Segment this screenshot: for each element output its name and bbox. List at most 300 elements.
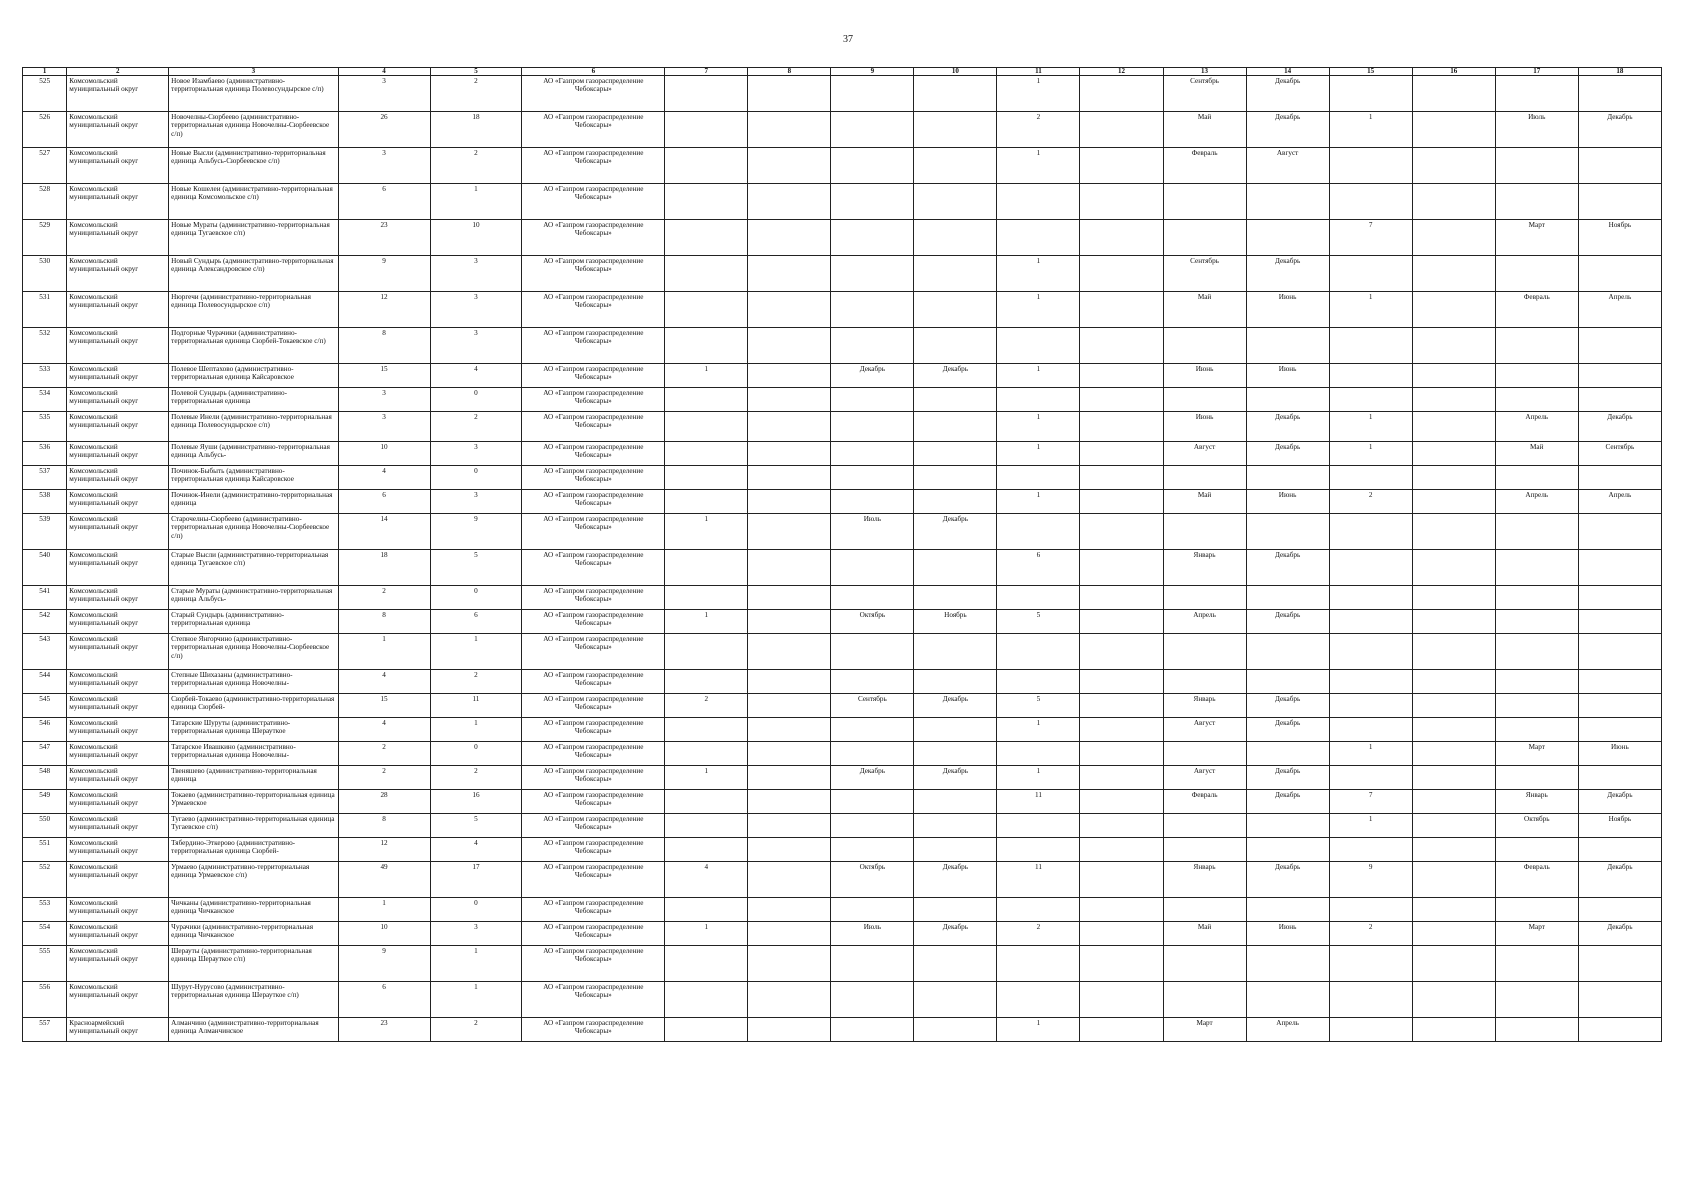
table-cell: Новые Мураты (административно-территориальная единица Тугаевское с/п) [169,220,338,256]
table-cell: 536 [23,442,67,466]
table-cell: 526 [23,112,67,148]
column-header: 9 [831,68,914,76]
table-cell: 3 [430,292,522,328]
table-cell [914,634,997,670]
table-cell: 2 [997,922,1080,946]
table-cell: Декабрь [1246,766,1329,790]
table-cell: Токаево (административно-территориальная единица Урмаевское [169,790,338,814]
table-cell: Комсомольский муниципальный округ [67,790,169,814]
table-cell [914,742,997,766]
table-cell [831,634,914,670]
table-cell: Июль [1495,112,1578,148]
table-cell [1246,466,1329,490]
table-cell [1080,490,1163,514]
table-cell [748,442,831,466]
table-cell [665,292,748,328]
table-cell [831,718,914,742]
table-cell: Комсомольский муниципальный округ [67,550,169,586]
table-cell [1495,256,1578,292]
table-cell: АО «Газпром газораспределение Чебоксары» [522,184,665,220]
table-cell [1495,718,1578,742]
column-header: 2 [67,68,169,76]
table-cell: 4 [338,466,430,490]
table-cell [831,184,914,220]
table-cell: Декабрь [914,694,997,718]
table-cell [1412,388,1495,412]
table-cell: 1 [1329,814,1412,838]
table-cell [748,388,831,412]
column-header: 13 [1163,68,1246,76]
table-cell: 2 [997,112,1080,148]
table-cell: 552 [23,862,67,898]
table-row [23,442,1662,466]
table-cell [1080,766,1163,790]
table-cell: 1 [665,922,748,946]
table-cell [831,982,914,1018]
table-cell [1080,466,1163,490]
table-cell: 1 [430,718,522,742]
table-cell: 542 [23,610,67,634]
table-cell [1163,946,1246,982]
table-cell [1578,388,1661,412]
table-cell [1080,586,1163,610]
table-cell [1412,514,1495,550]
table-cell: Февраль [1495,862,1578,898]
table-cell [1578,256,1661,292]
table-cell [1412,634,1495,670]
table-cell [831,838,914,862]
table-cell [1578,694,1661,718]
table-cell: 550 [23,814,67,838]
table-cell: Комсомольский муниципальный округ [67,862,169,898]
table-cell: 531 [23,292,67,328]
table-cell [1163,982,1246,1018]
table-cell: 6 [338,184,430,220]
table-row [23,148,1662,184]
table-cell [1412,694,1495,718]
table-cell: Март [1495,922,1578,946]
table-cell [1329,388,1412,412]
table-cell: Сюрбей-Токаево (административно-территориальная единица Сюрбей- [169,694,338,718]
table-cell: Комсомольский муниципальный округ [67,490,169,514]
table-cell [1412,790,1495,814]
table-cell: АО «Газпром газораспределение Чебоксары» [522,946,665,982]
table-cell: 1 [430,982,522,1018]
table-cell [1495,148,1578,184]
table-cell: АО «Газпром газораспределение Чебоксары» [522,442,665,466]
table-cell: 14 [338,514,430,550]
table-cell: АО «Газпром газораспределение Чебоксары» [522,790,665,814]
table-cell: 0 [430,388,522,412]
table-cell: АО «Газпром газораспределение Чебоксары» [522,838,665,862]
table-cell: 2 [1329,922,1412,946]
table-cell: Новые Высли (административно-территориальная единица Альбусь-Сюрбеевское с/п) [169,148,338,184]
table-cell: Апрель [1495,490,1578,514]
table-cell: Июнь [1246,922,1329,946]
table-cell: Декабрь [1578,112,1661,148]
table-cell: 539 [23,514,67,550]
table-cell [748,586,831,610]
table-cell: АО «Газпром газораспределение Чебоксары» [522,466,665,490]
table-cell: Май [1163,490,1246,514]
table-cell [1329,466,1412,490]
table-cell [1578,364,1661,388]
table-cell: Январь [1163,862,1246,898]
table-cell [1412,766,1495,790]
table-cell [665,946,748,982]
table-row [23,634,1662,670]
table-cell: 541 [23,586,67,610]
table-cell [831,148,914,184]
table-cell: 18 [430,112,522,148]
table-cell: 11 [430,694,522,718]
table-row [23,514,1662,550]
table-cell: Старые Высли (административно-территориальная единица Тугаевское с/п) [169,550,338,586]
table-cell: Декабрь [1246,718,1329,742]
table-cell: 0 [430,466,522,490]
column-header: 8 [748,68,831,76]
table-cell: 2 [338,586,430,610]
table-cell [748,292,831,328]
table-cell: Чурачики (административно-территориальная единица Чичканское [169,922,338,946]
table-cell [914,220,997,256]
table-cell [831,814,914,838]
table-cell [1578,328,1661,364]
table-cell [1329,364,1412,388]
table-cell [665,898,748,922]
table-cell: 2 [430,766,522,790]
table-cell [1578,718,1661,742]
table-cell [1080,328,1163,364]
table-cell: 6 [430,610,522,634]
table-cell [1495,838,1578,862]
table-cell [1080,946,1163,982]
table-cell [1578,982,1661,1018]
table-cell: Июнь [1246,364,1329,388]
table-cell: Декабрь [1578,922,1661,946]
table-cell: Январь [1163,550,1246,586]
column-header: 15 [1329,68,1412,76]
table-cell: 2 [338,766,430,790]
table-cell [1578,670,1661,694]
table-cell [997,514,1080,550]
table-cell [1246,328,1329,364]
table-cell [1329,514,1412,550]
table-cell [1412,364,1495,388]
table-cell [1080,862,1163,898]
table-cell [997,898,1080,922]
table-cell: Апрель [1495,412,1578,442]
table-cell: 537 [23,466,67,490]
table-cell: 26 [338,112,430,148]
table-cell [831,76,914,112]
column-header: 7 [665,68,748,76]
table-cell [1163,466,1246,490]
table-cell [1163,898,1246,922]
table-cell [914,148,997,184]
table-cell [1412,292,1495,328]
table-cell: 1 [665,364,748,388]
table-cell: 544 [23,670,67,694]
table-cell: АО «Газпром газораспределение Чебоксары» [522,814,665,838]
table-cell: Комсомольский муниципальный округ [67,148,169,184]
table-cell [1578,946,1661,982]
table-cell [1080,184,1163,220]
table-cell [1578,148,1661,184]
table-cell [831,388,914,412]
table-cell: Февраль [1163,790,1246,814]
table-cell: Сентябрь [1163,76,1246,112]
table-cell: Старочелны-Сюрбеево (административно-территориальная единица Новочелны-Сюрбеевское с/п) [169,514,338,550]
table-cell: Август [1163,766,1246,790]
table-cell [1080,790,1163,814]
table-cell: Твеняшево (административно-территориальная единица [169,766,338,790]
table-cell: Ноябрь [914,610,997,634]
table-cell [914,112,997,148]
table-cell [665,112,748,148]
table-cell: 538 [23,490,67,514]
table-cell: Декабрь [914,766,997,790]
table-row [23,670,1662,694]
table-cell [997,814,1080,838]
table-row [23,790,1662,814]
table-cell [1246,946,1329,982]
table-cell: Декабрь [1246,442,1329,466]
table-cell [1246,838,1329,862]
table-cell: 9 [338,256,430,292]
table-cell [1412,184,1495,220]
table-cell: Чичканы (административно-территориальная единица Чичканское [169,898,338,922]
table-cell [1495,982,1578,1018]
table-cell: 3 [430,256,522,292]
table-cell: 527 [23,148,67,184]
column-header: 14 [1246,68,1329,76]
table-cell: 3 [430,328,522,364]
table-cell [1578,1018,1661,1042]
table-cell [1578,610,1661,634]
table-cell: АО «Газпром газораспределение Чебоксары» [522,388,665,412]
table-cell: 23 [338,1018,430,1042]
table-cell [1495,328,1578,364]
table-cell: 2 [665,694,748,718]
table-cell [1329,328,1412,364]
table-cell: 2 [430,148,522,184]
table-cell [1246,514,1329,550]
table-cell [831,1018,914,1042]
table-cell: Красноармейский муниципальный округ [67,1018,169,1042]
table-cell [1495,670,1578,694]
table-cell [1412,490,1495,514]
table-cell: 0 [430,742,522,766]
table-cell [1163,328,1246,364]
table-cell [1163,814,1246,838]
table-cell: 529 [23,220,67,256]
table-cell: Комсомольский муниципальный округ [67,412,169,442]
table-cell [665,814,748,838]
table-cell: АО «Газпром газораспределение Чебоксары» [522,862,665,898]
table-cell: 1 [338,898,430,922]
table-cell: 3 [338,76,430,112]
table-cell [1412,466,1495,490]
table-cell [914,184,997,220]
table-cell [1080,412,1163,442]
table-cell [748,946,831,982]
table-cell: 546 [23,718,67,742]
table-cell: Комсомольский муниципальный округ [67,388,169,412]
table-cell: Март [1495,220,1578,256]
column-header: 3 [169,68,338,76]
table-cell [748,718,831,742]
table-cell: Июль [831,514,914,550]
table-cell: 9 [1329,862,1412,898]
table-cell: АО «Газпром газораспределение Чебоксары» [522,670,665,694]
table-cell [1412,838,1495,862]
table-cell: АО «Газпром газораспределение Чебоксары» [522,718,665,742]
table-cell [1495,898,1578,922]
table-cell: 5 [430,814,522,838]
table-cell: Июль [831,922,914,946]
table-cell [1495,946,1578,982]
table-cell: Май [1163,112,1246,148]
table-cell: 2 [338,742,430,766]
table-cell: Февраль [1495,292,1578,328]
table-cell [1412,328,1495,364]
table-cell [914,946,997,982]
table-cell: Апрель [1578,490,1661,514]
table-cell [1495,514,1578,550]
table-cell: Комсомольский муниципальный округ [67,466,169,490]
table-row [23,184,1662,220]
table-cell [1246,982,1329,1018]
column-number-header-row [23,68,1662,76]
table-cell: 9 [338,946,430,982]
table-cell [1080,922,1163,946]
table-cell: АО «Газпром газораспределение Чебоксары» [522,328,665,364]
column-header: 18 [1578,68,1661,76]
table-cell [1495,694,1578,718]
table-cell: АО «Газпром газораспределение Чебоксары» [522,256,665,292]
table-cell: 9 [430,514,522,550]
table-cell: Декабрь [1246,76,1329,112]
table-cell [831,898,914,922]
table-cell [1080,1018,1163,1042]
table-cell [1080,442,1163,466]
table-cell: 4 [338,718,430,742]
table-cell: Декабрь [1246,610,1329,634]
table-cell [1495,76,1578,112]
table-cell: Июнь [1578,742,1661,766]
table-cell [831,946,914,982]
column-header: 4 [338,68,430,76]
table-cell [1329,148,1412,184]
table-cell: 15 [338,364,430,388]
table-cell: Июнь [1163,364,1246,388]
table-cell [1246,184,1329,220]
table-cell: Август [1163,442,1246,466]
table-cell [1412,442,1495,466]
table-cell [1329,76,1412,112]
table-cell: 12 [338,292,430,328]
table-cell: 4 [430,838,522,862]
table-cell: 555 [23,946,67,982]
table-cell [1080,292,1163,328]
table-cell [1578,76,1661,112]
table-cell: Новый Сундырь (административно-территориальная единица Александровское с/п) [169,256,338,292]
table-cell: 1 [430,634,522,670]
table-cell: Декабрь [1246,412,1329,442]
table-cell [748,514,831,550]
table-cell: Декабрь [914,922,997,946]
table-cell: 3 [338,412,430,442]
table-row [23,220,1662,256]
table-cell [1329,550,1412,586]
table-cell: 1 [997,76,1080,112]
column-header: 11 [997,68,1080,76]
table-cell [1080,742,1163,766]
table-cell: 540 [23,550,67,586]
table-cell [1412,718,1495,742]
table-cell [1329,256,1412,292]
table-cell [1495,388,1578,412]
table-cell [1329,694,1412,718]
table-cell: 1 [1329,742,1412,766]
table-cell: 10 [338,442,430,466]
table-cell [914,76,997,112]
table-cell: Декабрь [914,364,997,388]
table-cell [748,412,831,442]
table-cell [665,670,748,694]
table-row [23,466,1662,490]
table-cell: Полевой Сундырь (административно-территориальная единица [169,388,338,412]
table-cell [748,364,831,388]
table-cell: 1 [997,490,1080,514]
table-cell: 1 [665,610,748,634]
table-cell [914,388,997,412]
table-cell [665,256,748,292]
table-cell [1246,898,1329,922]
table-cell [1329,838,1412,862]
table-cell: 6 [338,982,430,1018]
table-cell [914,550,997,586]
table-cell: 2 [430,1018,522,1042]
table-cell [1163,184,1246,220]
table-cell [1329,634,1412,670]
table-cell: 1 [997,412,1080,442]
table-cell [1578,466,1661,490]
table-row [23,292,1662,328]
table-cell [997,982,1080,1018]
table-cell: Комсомольский муниципальный округ [67,220,169,256]
table-cell: 6 [338,490,430,514]
table-cell: 1 [338,634,430,670]
table-cell [665,76,748,112]
table-cell [1412,742,1495,766]
table-cell [1080,112,1163,148]
table-cell: Комсомольский муниципальный округ [67,898,169,922]
table-cell: Комсомольский муниципальный округ [67,742,169,766]
table-cell [665,550,748,586]
table-cell: 3 [430,442,522,466]
table-cell [1080,514,1163,550]
table-cell [1412,586,1495,610]
table-cell: Октябрь [831,862,914,898]
table-cell: Комсомольский муниципальный округ [67,328,169,364]
table-cell [1080,364,1163,388]
table-cell [914,718,997,742]
table-cell: 2 [1329,490,1412,514]
table-cell: 557 [23,1018,67,1042]
table-cell [665,442,748,466]
